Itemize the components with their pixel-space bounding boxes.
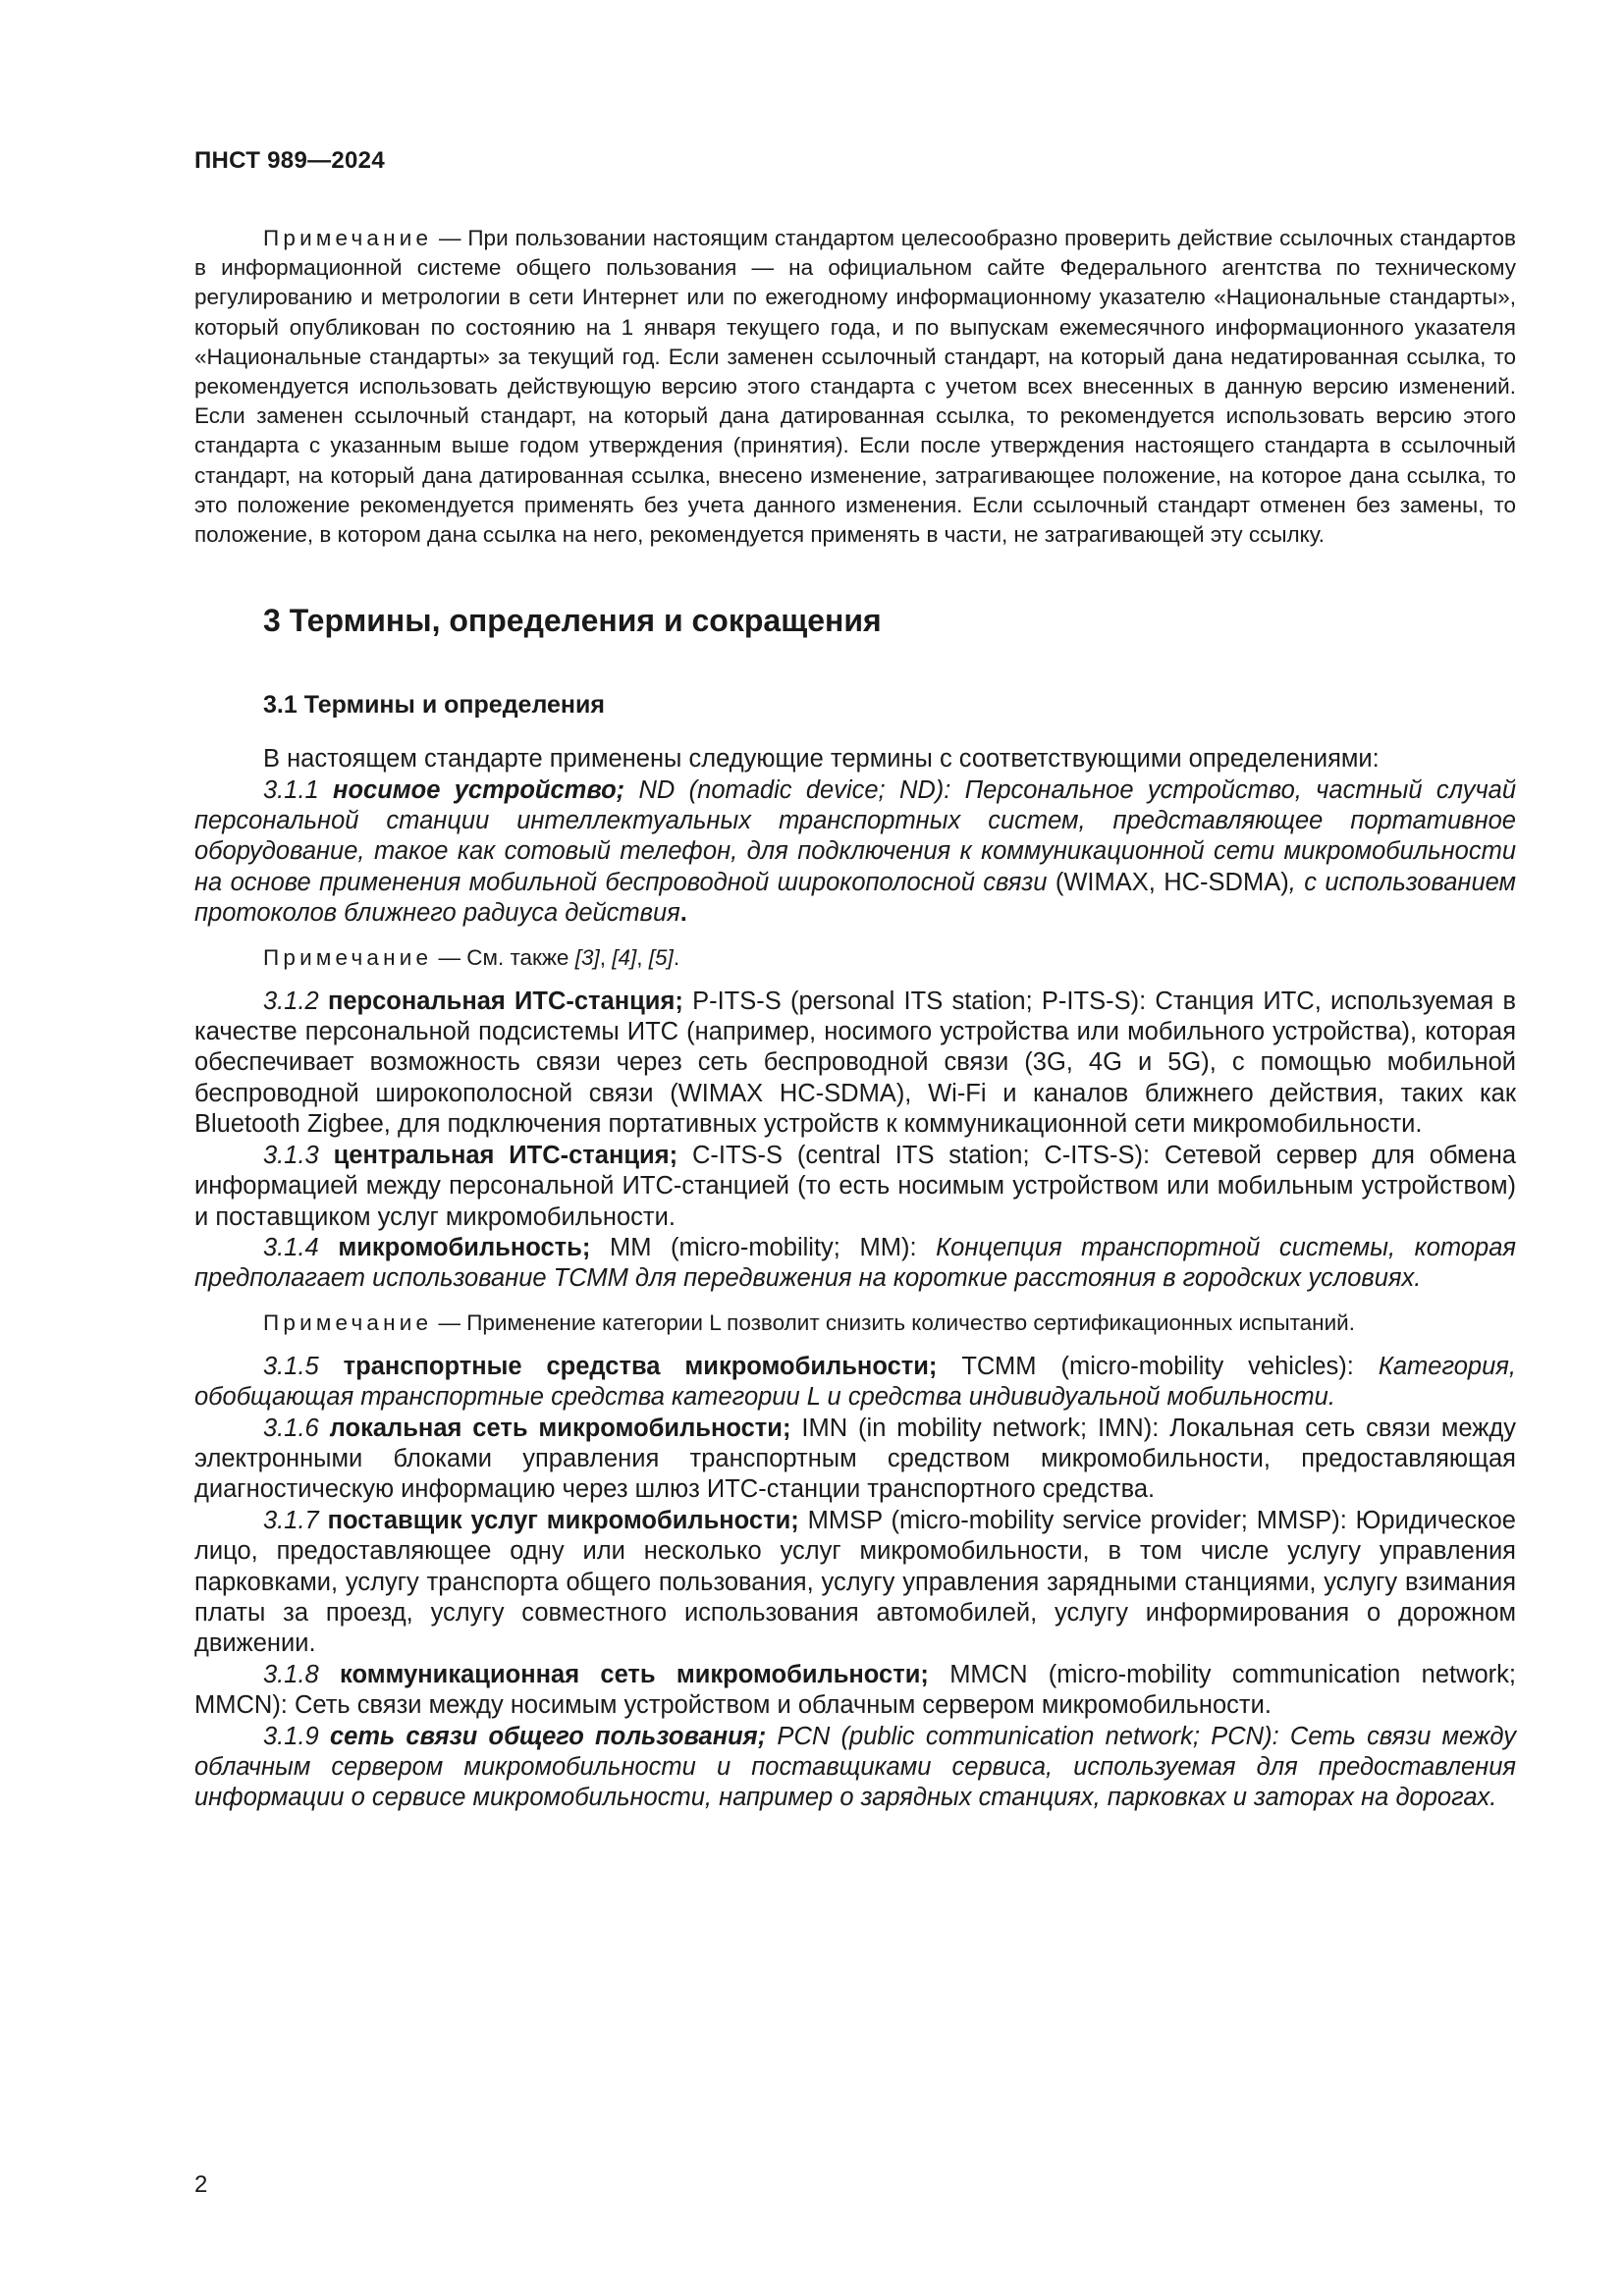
term-end: .	[679, 899, 687, 928]
term-3-1-1	[194, 775, 1516, 930]
note-3-1-4	[194, 1308, 1516, 1338]
term-definition: C-ITS-S (central ITS station; C-ITS-S): Сетевой сервер для обмена информацией между персональной ИТС-станцией (то есть носимым устройством или мобильным устройством) и поставщиком услуг микромобильности.	[194, 1141, 1516, 1231]
ref-sep: ,	[636, 944, 649, 970]
term-number: 3.1.6	[263, 1414, 319, 1442]
note-end: .	[673, 944, 680, 970]
term-number: 3.1.7	[263, 1506, 319, 1534]
note-3-1-1	[194, 943, 1516, 973]
ref-3: [3]	[574, 944, 600, 970]
note-label: Примечание	[263, 944, 433, 970]
term-definition: MMCN (micro-mobility communication network; MMCN): Сеть связи между носимым устройством и облачным сервером микромобильности.	[194, 1660, 1517, 1720]
note-label: Примечание	[263, 226, 433, 250]
ref-5: [5]	[648, 944, 674, 970]
term-name: локальная сеть микромобильности;	[329, 1414, 791, 1442]
page-content	[194, 224, 1516, 1814]
term-definition-tail: , с использованием протоколов ближнего радиуса действия	[194, 868, 1516, 928]
term-name: носимое устройство;	[333, 775, 625, 804]
term-definition: IMN (in mobility network; IMN): Локальная сеть связи между электронными блоками управления транспортным средством микромобильности, предоставляющая диагностическую информацию через шлюз ИТС-станции транспортного средства.	[194, 1414, 1516, 1504]
term-number: 3.1.5	[263, 1352, 319, 1380]
term-name: сеть связи общего пользования;	[329, 1722, 767, 1750]
note-text: — См. также	[432, 944, 575, 970]
term-3-1-9	[194, 1722, 1516, 1814]
term-definition: ND (nomadic device; ND): Персональное устройство, частный случай персональной станции интеллектуальных транспортных систем, представляющее портативное оборудование, такое как сотовый телефон, для подключения к коммуникационной сети микромобильности на основе применения мобильной беспроводной широкополосной связи	[194, 775, 1517, 896]
term-number: 3.1.3	[263, 1141, 319, 1169]
ref-4: [4]	[612, 944, 637, 970]
term-number: 3.1.2	[263, 987, 319, 1015]
subsection-title: 3.1 Термины и определения	[263, 691, 605, 720]
term-name: транспортные средства микромобильности;	[343, 1352, 938, 1380]
term-3-1-5	[194, 1352, 1516, 1414]
term-name: центральная ИТС-станция;	[333, 1141, 678, 1169]
term-name: микромобильность;	[338, 1233, 591, 1261]
term-number: 3.1.8	[263, 1660, 319, 1688]
section-title: 3 Термины, определения и сокращения	[263, 603, 882, 639]
note-text: — При пользовании настоящим стандартом целесообразно проверить действие ссылочных стандартов в информационной системе общего пользования — на официальном сайте Федерального агентства по техническому регулированию и метрологии в сети Интернет или по ежегодному информационному указателю «Национальные стандарты», который опубликован по состоянию на 1 января текущего года, и по выпускам ежемесячного информационного указателя «Национальные стандарты» за текущий год. Если заменен ссылочный стандарт, на который дана недатированная ссылка, то рекомендуется использовать действующую версию этого стандарта с учетом всех внесенных в данную версию изменений. Если заменен ссылочный стандарт, на который дана датированная ссылка, то рекомендуется использовать версию этого стандарта с указанным выше годом утверждения (принятия). Если после утверждения настоящего стандарта в ссылочный стандарт, на который дана датированная ссылка, внесено изменение, затрагивающее положение, на которое дана ссылка, то это положение рекомендуется применять без учета данного изменения. Если ссылочный стандарт отменен без замены, то положение, в котором дана ссылка на него, рекомендуется применять в части, не затрагивающей эту ссылку.	[194, 226, 1516, 548]
term-3-1-4	[194, 1233, 1516, 1295]
term-definition-plain: (WIMAX, HC-SDMA)	[1047, 868, 1289, 896]
term-3-1-6	[194, 1414, 1516, 1506]
page-number: 2	[194, 2171, 208, 2198]
term-abbr: ТСММ (micro-mobility vehicles):	[937, 1352, 1379, 1380]
term-3-1-3	[194, 1141, 1516, 1233]
term-definition: P-ITS-S (personal ITS station; P-ITS-S): Станция ИТС, используемая в качестве персональной подсистемы ИТС (например, носимого устройства или мобильного устройства), которая обеспечивает возможность связи через сеть беспроводной связи (3G, 4G и 5G), с помощью мобильной беспроводной широкополосной связи (WIMAX HC-SDMA), Wi-Fi и каналов ближнего действия, таких как Bluetooth Zigbee, для подключения портативных устройств к коммуникационной сети микромобильности.	[194, 987, 1516, 1139]
term-3-1-7	[194, 1506, 1516, 1660]
term-definition: PCN (public communication network; PCN): Сеть связи между облачным сервером микромобильности и поставщиками сервиса, используемая для предоставления информации о сервисе микромобильности, например о зарядных станциях, парковках и заторах на дорогах.	[194, 1722, 1516, 1812]
term-3-1-8	[194, 1660, 1516, 1722]
term-definition: MMSP (micro-mobility service provider; MMSP): Юридическое лицо, предоставляющее одну или несколько услуг микромобильности, в том числе услугу управления парковками, услугу транспорта общего пользования, услугу управления зарядными станциями, услугу взимания платы за проезд, услугу совместного использования автомобилей, услугу информирования о дорожном движении.	[194, 1506, 1516, 1658]
ref-sep: ,	[599, 944, 613, 970]
term-3-1-2	[194, 987, 1516, 1141]
term-name: персональная ИТС-станция;	[327, 987, 683, 1015]
term-number: 3.1.9	[263, 1722, 319, 1750]
note-label: Примечание	[263, 1309, 433, 1335]
document-code: ПНСТ 989—2024	[194, 147, 385, 174]
note-intro	[194, 224, 1516, 550]
term-definition: Концепция транспортной системы, которая предполагает использование ТСММ для передвижения на короткие расстояния в городских условиях.	[194, 1233, 1516, 1293]
term-number: 3.1.1	[263, 775, 319, 804]
note-text: — Применение категории L позволит снизить количество сертификационных испытаний.	[432, 1309, 1355, 1335]
terms-intro: В настоящем стандарте применены следующие термины с соответствующими определениями:	[263, 745, 1380, 774]
term-definition: Категория, обобщающая транспортные средства категории L и средства индивидуальной мобильности.	[194, 1352, 1516, 1412]
term-number: 3.1.4	[263, 1233, 319, 1261]
term-abbr: MM (micro-mobility; MM):	[590, 1233, 937, 1261]
term-name: поставщик услуг микромобильности;	[327, 1506, 799, 1534]
term-name: коммуникационная сеть микромобильности;	[340, 1660, 929, 1688]
